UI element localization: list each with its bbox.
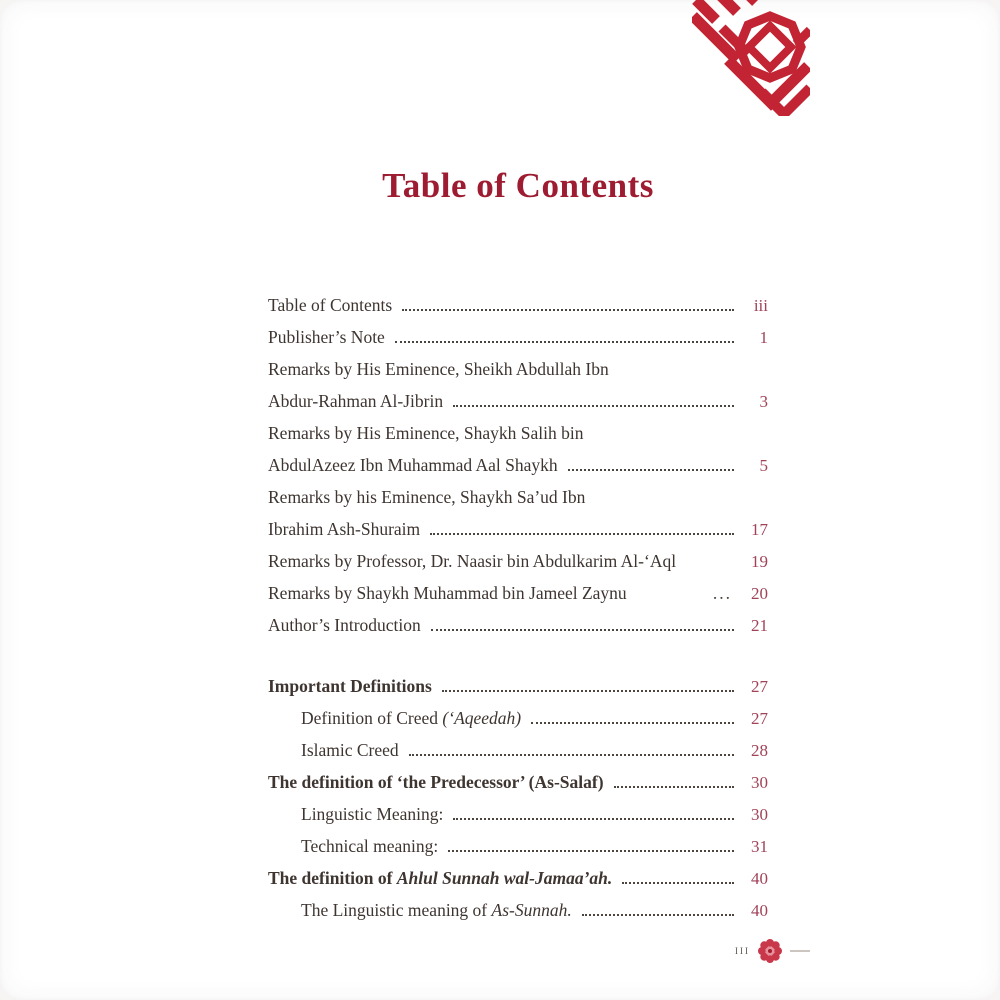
toc-entry-label: The definition of Ahlul Sunnah wal-Jamaa’ah.	[268, 868, 613, 888]
dot-leader	[395, 341, 734, 343]
dot-leader	[431, 629, 734, 631]
toc-entry	[268, 862, 768, 894]
toc-entry-page-number: 21	[751, 616, 768, 635]
toc-entry-label: The definition of ‘the Predecessor’ (As-Salaf)	[268, 772, 604, 792]
dot-leader	[442, 690, 734, 692]
toc-entry-page-number: 30	[751, 805, 768, 824]
toc-list	[268, 289, 768, 926]
dot-leader	[430, 533, 734, 535]
toc-entry-label: Table of Contents	[268, 295, 393, 315]
toc-entry	[268, 289, 768, 321]
dot-leader	[614, 786, 734, 788]
page-footer	[0, 938, 810, 964]
toc-entry-label: Definition of Creed (‘Aqeedah)	[301, 708, 522, 728]
toc-entry-page-number: 17	[751, 520, 768, 539]
toc-entry-label: Remarks by Shaykh Muhammad bin Jameel Zaynu	[268, 583, 627, 603]
dot-leader	[531, 722, 734, 724]
folio-page-number: iii	[735, 942, 750, 957]
toc-entry	[268, 513, 768, 545]
toc-entry-label: Important Definitions	[268, 676, 432, 696]
toc-entry-label: Linguistic Meaning:	[301, 804, 444, 824]
toc-entry-label: Remarks by His Eminence, Sheikh Abdullah Ibn	[268, 359, 609, 379]
toc-entry-page-number: 30	[751, 773, 768, 792]
dot-leader	[448, 850, 734, 852]
toc-entry-label: Technical meaning:	[301, 836, 439, 856]
dot-leader	[409, 754, 734, 756]
dot-leader	[453, 405, 734, 407]
rosette-icon	[757, 938, 783, 964]
dot-leader	[453, 818, 734, 820]
toc-entry-label: Islamic Creed	[301, 740, 399, 760]
toc-entry	[268, 417, 768, 449]
toc-entry	[268, 321, 768, 353]
toc-entry	[268, 353, 768, 385]
dot-leader	[622, 882, 734, 884]
toc-entry-page-number: 27	[751, 677, 768, 696]
toc-entry-page-number: 5	[759, 456, 768, 475]
toc-entry-label: Ibrahim Ash-Shuraim	[268, 519, 421, 539]
toc-entry	[268, 766, 768, 798]
toc-entry-page-number: 19	[751, 552, 768, 571]
toc-entry	[268, 702, 768, 734]
toc-entry	[268, 577, 768, 609]
dot-leader	[402, 309, 734, 311]
toc-entry-page-number: 40	[751, 869, 768, 888]
toc-entry-page-number: 1	[759, 328, 768, 347]
toc-entry-label: AbdulAzeez Ibn Muhammad Aal Shaykh	[268, 455, 558, 475]
toc-entry-page-number: iii	[753, 296, 768, 315]
toc-entry-label: Abdur-Rahman Al-Jibrin	[268, 391, 444, 411]
toc-entry	[268, 545, 768, 577]
toc-entry-label: Remarks by his Eminence, Shaykh Sa’ud Ibn	[268, 487, 586, 507]
toc-entry-page-number: 3	[759, 392, 768, 411]
toc-entry-label: The Linguistic meaning of As-Sunnah.	[301, 900, 572, 920]
toc-entry-label: Publisher’s Note	[268, 327, 385, 347]
toc-entry	[268, 481, 768, 513]
dot-leader	[568, 469, 734, 471]
toc-entry-page-number: 31	[751, 837, 768, 856]
toc-entry-label: Remarks by Professor, Dr. Naasir bin Abdulkarim Al-‘Aql	[268, 551, 677, 571]
toc-entry	[268, 449, 768, 481]
toc-entry	[268, 830, 768, 862]
toc-entry	[268, 609, 768, 641]
toc-entry-page-number: 40	[751, 901, 768, 920]
toc-entry	[268, 894, 768, 926]
page-title: Table of Contents	[382, 166, 654, 205]
corner-ornament-icon	[692, 0, 810, 116]
toc-entry-page-number: 20	[751, 584, 768, 603]
toc-entry-page-number: 28	[751, 741, 768, 760]
toc-entry-page-number: 27	[751, 709, 768, 728]
toc-entry-label: Remarks by His Eminence, Shaykh Salih bin	[268, 423, 584, 443]
toc-entry	[268, 798, 768, 830]
dot-leader	[582, 914, 734, 916]
toc-entry	[268, 385, 768, 417]
toc-entry	[268, 734, 768, 766]
dot-leader-short: ...	[712, 583, 732, 603]
toc-entry-label: Author’s Introduction	[268, 615, 421, 635]
toc-entry	[268, 670, 768, 702]
footer-rule	[790, 950, 810, 952]
